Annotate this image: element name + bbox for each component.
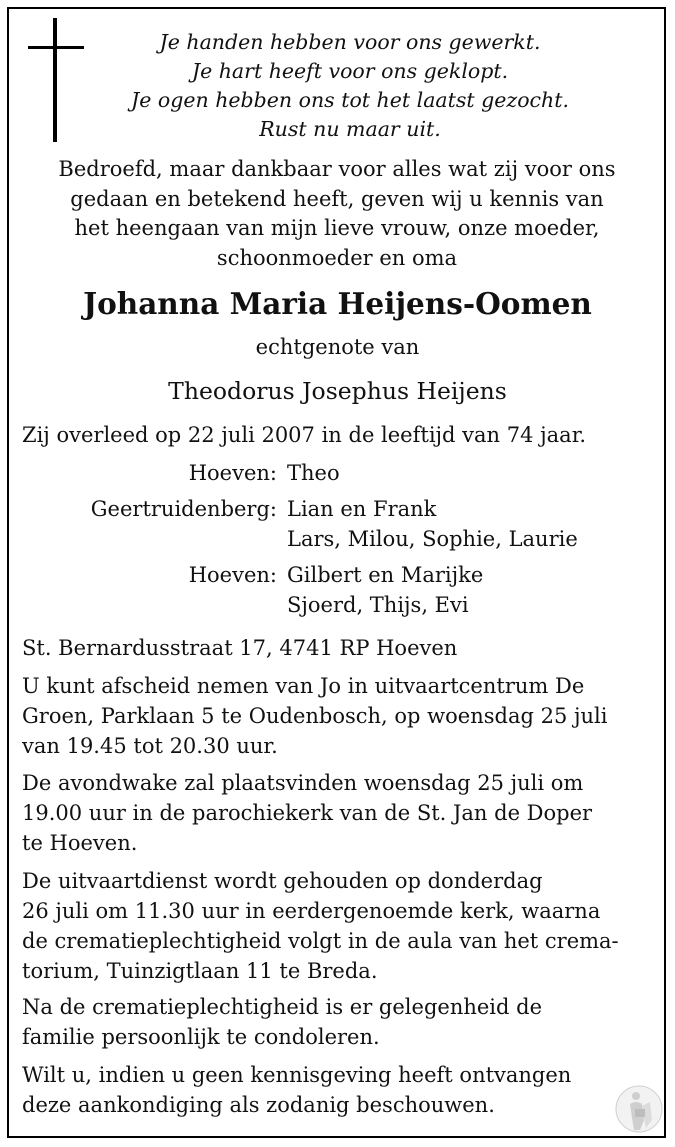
- family-names: Sjoerd, Thijs, Evi: [287, 593, 469, 617]
- paragraph-line: familie persoonlijk te condoleren.: [22, 1025, 380, 1049]
- poem-line: Je handen hebben voor ons gewerkt.: [159, 30, 541, 54]
- paragraph-line: Wilt u, indien u geen kennisgeving heeft ontvangen: [22, 1063, 572, 1087]
- family-group: [22, 494, 662, 554]
- poem: [60, 28, 640, 144]
- paragraph-line: De avondwake zal plaatsvinden woensdag 25 juli om: [22, 771, 584, 795]
- intro-line: Bedroefd, maar dankbaar voor alles wat zij voor ons: [58, 157, 616, 181]
- death-notice: Zij overleed op 22 juli 2007 in de leeftijd van 74 jaar.: [22, 423, 587, 447]
- family-place: Geertruidenberg:: [90, 497, 277, 521]
- relation-label: echtgenote van: [255, 335, 420, 359]
- paragraph-line: Groen, Parklaan 5 te Oudenbosch, op woensdag 25 juli: [22, 704, 608, 728]
- intro-line: gedaan en betekend heeft, geven wij u kennis van: [70, 186, 604, 211]
- intro-line: schoonmoeder en oma: [216, 245, 458, 270]
- paragraph-line: torium, Tuinzigtlaan 11 te Breda.: [22, 959, 378, 983]
- family-names: Theo: [287, 461, 340, 485]
- paragraph-line: deze aankondiging als zodanig beschouwen.: [22, 1093, 495, 1117]
- home-address: St. Bernardusstraat 17, 4741 RP Hoeven: [22, 636, 458, 660]
- deceased-name: Johanna Maria Heijens-Oomen: [83, 286, 592, 321]
- family-place: Hoeven:: [188, 563, 277, 587]
- paragraph-line: Na de crematieplechtigheid is er gelegenheid de: [22, 995, 542, 1019]
- family-group: [22, 458, 662, 488]
- spouse-name: Theodorus Josephus Heijens: [168, 377, 507, 405]
- poem-line: Je ogen hebben ons tot het laatst gezocht.: [131, 88, 569, 112]
- intro-line: het heengaan van mijn lieve vrouw, onze moeder,: [74, 216, 600, 240]
- family-group: [22, 560, 662, 620]
- family-list: [22, 458, 662, 626]
- family-names: Lars, Milou, Sophie, Laurie: [287, 527, 578, 551]
- intro-text: [22, 155, 652, 273]
- family-place: Hoeven:: [188, 461, 277, 485]
- memorial-logo-icon: [614, 1084, 664, 1134]
- paragraph-line: 19.00 uur in de parochiekerk van de St. Jan de Doper: [22, 801, 593, 825]
- poem-line: Rust nu maar uit.: [259, 117, 441, 141]
- paragraph-funeral: [22, 866, 655, 986]
- paragraph-condolence: [22, 992, 655, 1052]
- paragraph-line: de crematieplechtigheid volgt in de aula van het crema-: [22, 929, 619, 953]
- paragraph-farewell: [22, 671, 655, 761]
- family-names: Gilbert en Marijke: [287, 563, 484, 587]
- paragraph-notice: [22, 1060, 655, 1120]
- paragraph-vigil: [22, 768, 655, 858]
- paragraph-line: U kunt afscheid nemen van Jo in uitvaartcentrum De: [22, 674, 585, 698]
- paragraph-line: te Hoeven.: [22, 831, 138, 855]
- poem-line: Je hart heeft voor ons geklopt.: [191, 59, 509, 83]
- paragraph-line: van 19.45 tot 20.30 uur.: [22, 734, 278, 758]
- family-names: Lian en Frank: [287, 497, 437, 521]
- paragraph-line: De uitvaartdienst wordt gehouden op donderdag: [22, 869, 543, 893]
- paragraph-line: 26 juli om 11.30 uur in eerdergenoemde kerk, waarna: [22, 899, 601, 923]
